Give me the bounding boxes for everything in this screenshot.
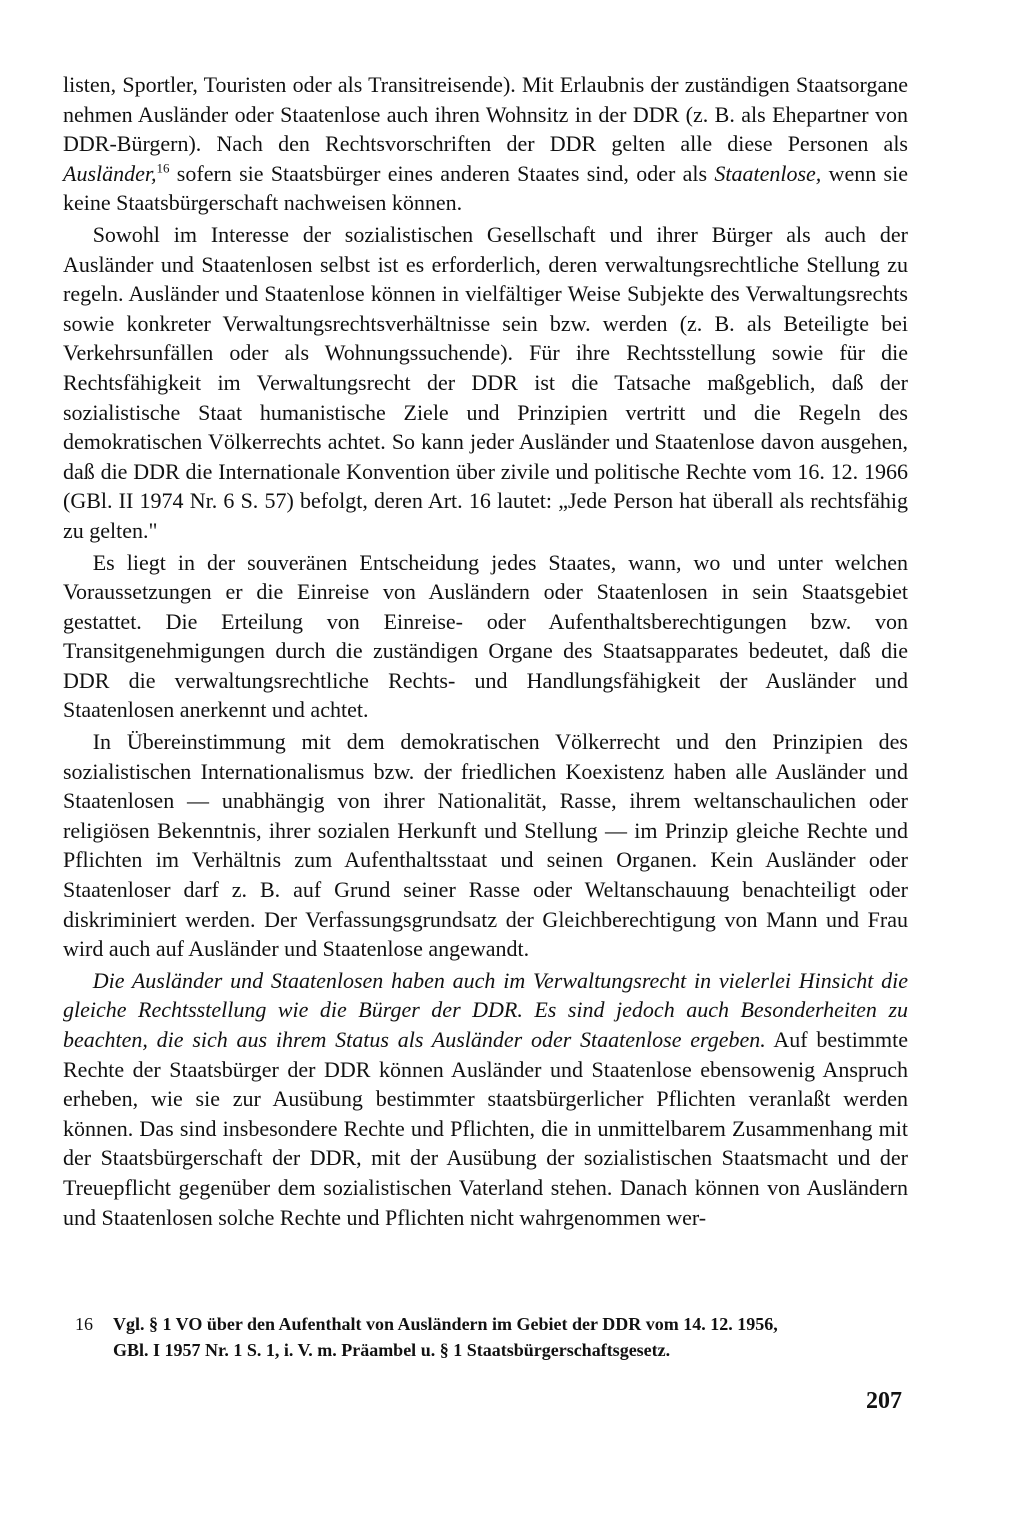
term-staatenlose: Staatenlose, — [714, 160, 822, 186]
page-body — [63, 70, 908, 1232]
paragraph-1 — [63, 70, 908, 218]
paragraph-1-text-b: sofern sie Staatsbürger eines anderen Staates sind, oder als — [169, 160, 715, 186]
paragraph-3 — [63, 548, 908, 726]
term-auslaender: Ausländer, — [63, 160, 157, 186]
paragraph-5-emphasis: Die Ausländer und Staatenlosen haben auch im Verwaltungsrecht in vielerlei Hinsicht die gleiche Rechtsstellung wie die Bürger der DDR. Es sind jedoch auch Besonderheiten zu beachten, die sich aus ihrem Status als Ausländer oder Staatenlose ergeben. — [63, 967, 908, 1052]
paragraph-5-text: Auf bestimmte Rechte der Staatsbürger der DDR können Ausländer und Staatenlose ebensowenig Anspruch erheben, wie sie zur Ausübung bestimmter staatsbürgerlicher Pflichten veranlaßt werden können. Das sind insbesondere Rechte und Pflichten, die in unmittelbarem Zusammenhang mit der Staatsbürgerschaft der DDR, mit der Ausübung der sozialistischen Staatsmacht und der Treuepflicht gegenüber dem sozialistischen Vaterland stehen. Danach können von Ausländern und Staatenlosen solche Rechte und Pflichten nicht wahrgenommen wer- — [63, 1027, 908, 1230]
footnotes — [75, 1311, 905, 1363]
paragraph-3-text: Es liegt in der souveränen Entscheidung jedes Staates, wann, wo und unter welchen Voraussetzungen er die Einreise von Ausländern oder Staatenlosen in sein Staatsgebiet gestattet. Die Erteilung von Einreise- oder Aufenthaltsberechtigungen bzw. von Transitgenehmigungen durch die zuständigen Organe des Staatsapparates bedeutet, daß die DDR die verwaltungsrechtliche Rechts- und Handlungsfähigkeit der Ausländer und Staatenlosen anerkennt und achtet. — [63, 549, 908, 723]
paragraph-4 — [63, 727, 908, 964]
footnote-line-2: GBl. I 1957 Nr. 1 S. 1, i. V. m. Präambel u. § 1 Staatsbürgerschaftsgesetz. — [113, 1340, 671, 1360]
paragraph-4-text: In Übereinstimmung mit dem demokratischen Völkerrecht und den Prinzipien des sozialistischen Internationalismus bzw. der friedlichen Koexistenz haben alle Ausländer und Staatenlosen — unabhängig von ihrer Nationalität, Rasse, ihrem weltanschaulichen oder religiösen Bekenntnis, ihrer sozialen Herkunft und Stellung — im Prinzip gleiche Rechte und Pflichten im Verhältnis zum Aufenthaltsstaat und seinen Organen. Kein Ausländer oder Staatenloser darf z. B. auf Grund seiner Rasse oder Weltanschauung benachteiligt oder diskriminiert werden. Der Verfassungsgrundsatz der Gleichberechtigung von Mann und Frau wird auch auf Ausländer und Staatenlose angewandt. — [63, 729, 908, 962]
footnote-line-1: Vgl. § 1 VO über den Aufenthalt von Ausländern im Gebiet der DDR vom 14. 12. 1956, — [113, 1314, 778, 1334]
paragraph-5 — [63, 966, 908, 1232]
paragraph-1-text-c: wenn sie keine Staatsbürgerschaft nachweisen können. — [63, 160, 908, 216]
paragraph-2-text: Sowohl im Interesse der sozialistischen Gesellschaft und ihrer Bürger als auch der Ausländer und Staatenlosen selbst ist es erforderlich, deren verwaltungsrechtliche Stellung zu regeln. Ausländer und Staatenlose können in vielfältiger Weise Subjekte des Verwaltungsrechts sowie konkreter Verwaltungsrechtsverhältnisse sein bzw. werden (z. B. als Beteiligte bei Verkehrsunfällen oder als Wohnungssuchende). Für ihre Rechtsstellung sowie für die Rechtsfähigkeit im Verwaltungsrecht der DDR ist die Tatsache maßgeblich, daß der sozialistische Staat humanistische Ziele und Prinzipien vertritt und die Regeln des demokratischen Völkerrechts achtet. So kann jeder Ausländer und Staatenlose davon ausgehen, daß die DDR die Internationale Konvention über zivile und politische Rechte vom 16. 12. 1966 (GBl. II 1974 Nr. 6 S. 57) befolgt, deren Art. 16 lautet: „Jede Person hat überall als rechtsfähig zu gelten." — [63, 221, 908, 543]
paragraph-2 — [63, 220, 908, 546]
paragraph-1-text-a: listen, Sportler, Touristen oder als Transitreisende). Mit Erlaubnis der zuständigen Staatsorgane nehmen Ausländer oder Staatenlose auch ihren Wohnsitz in der DDR (z. B. als Ehepartner von DDR-Bürgern). Nach den Rechtsvorschriften der DDR gelten alle diese Personen als — [63, 72, 908, 157]
footnote-text — [113, 1311, 905, 1363]
footnote-ref-16[interactable]: 16 — [156, 160, 170, 176]
footnote-number: 16 — [75, 1314, 93, 1334]
page-number: 207 — [866, 1388, 902, 1414]
footnote-16 — [75, 1311, 905, 1363]
